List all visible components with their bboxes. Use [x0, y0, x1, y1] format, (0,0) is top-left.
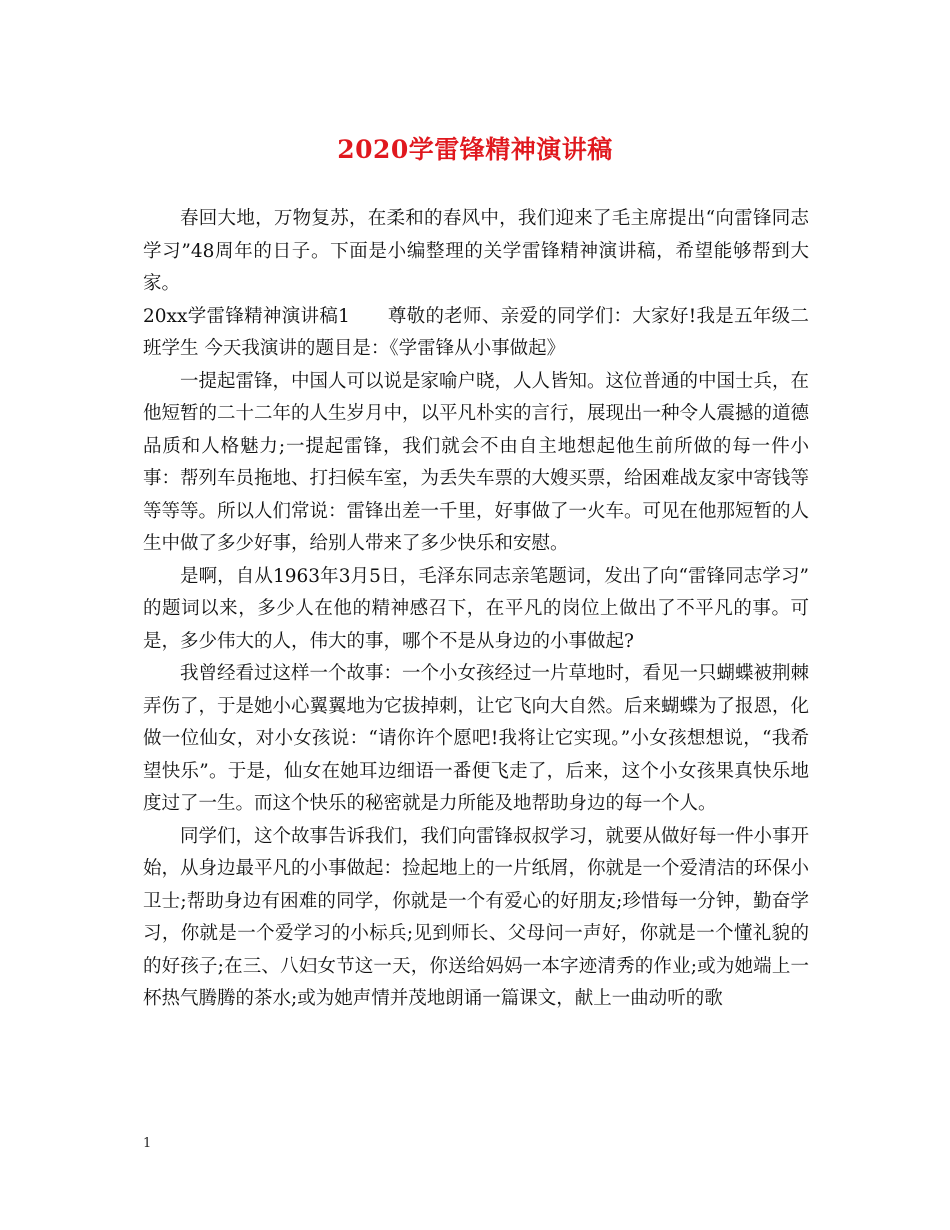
paragraph-leifeng-intro: 一提起雷锋，中国人可以说是家喻户晓，人人皆知。这位普通的中国士兵，在他短暂的二十二年的人生岁月中，以平凡朴实的言行，展现出一种令人震撼的道德品质和人格魅力;一提起雷锋，我们就会不由自主地想起他生前所做的每一件小事：帮列车员拖地、打扫候车室，为丢失车票的大嫂买票，给困难战友家中寄钱等等等等。所以人们常说：雷锋出差一千里，好事做了一火车。可见在他那短暂的人生中做了多少好事，给别人带来了多少快乐和安慰。	[143, 370, 810, 554]
paragraph-lesson: 同学们，这个故事告诉我们，我们向雷锋叔叔学习，就要从做好每一件小事开始，从身边最平凡的小事做起：捡起地上的一片纸屑，你就是一个爱清洁的环保小卫士;帮助身边有困难的同学，你就是一个有爱心的好朋友;珍惜每一分钟，勤奋学习，你就是一个爱学习的小标兵;见到师长、父母问一声好，你就是一个懂礼貌的的好孩子;在三、八妇女节这一天，你送给妈妈一本字迹清秀的作业;或为她端上一杯热气腾腾的茶水;或为她声情并茂地朗诵一篇课文，献上一曲动听的歌	[143, 825, 810, 1009]
page-number: 1	[143, 1136, 152, 1151]
paragraph-speech-heading: 20xx学雷锋精神演讲稿1 尊敬的老师、亲爱的同学们：大家好!我是五年级二班学生 今天我演讲的题目是：《学雷锋从小事做起》	[143, 305, 809, 359]
document-body	[143, 203, 809, 1016]
document-title: 2020学雷锋精神演讲稿	[337, 135, 613, 164]
paragraph-butterfly-story: 我曾经看过这样一个故事：一个小女孩经过一片草地时，看见一只蝴蝶被荆棘弄伤了，于是她小心翼翼地为它拔掉刺，让它飞向大自然。后来蝴蝶为了报恩，化做一位仙女，对小女孩说：“请你许个愿吧!我将让它实现。”小女孩想想说，“我希望快乐”。于是，仙女在她耳边细语一番便飞走了，后来，这个小女孩果真快乐地度过了一生。而这个快乐的秘密就是力所能及地帮助身边的每一个人。	[143, 663, 810, 814]
paragraph-intro: 春回大地，万物复苏，在柔和的春风中，我们迎来了毛主席提出“向雷锋同志学习”48周年的日子。下面是小编整理的关学雷锋精神演讲稿，希望能够帮到大家。	[143, 208, 809, 294]
paragraph-1963-inscription: 是啊，自从1963年3月5日，毛泽东同志亲笔题词，发出了向“雷锋同志学习” 的题词以来，多少人在他的精神感召下，在平凡的岗位上做出了不平凡的事。可是，多少伟大的人，伟大的事，哪个不是从身边的小事做起?	[143, 565, 809, 652]
